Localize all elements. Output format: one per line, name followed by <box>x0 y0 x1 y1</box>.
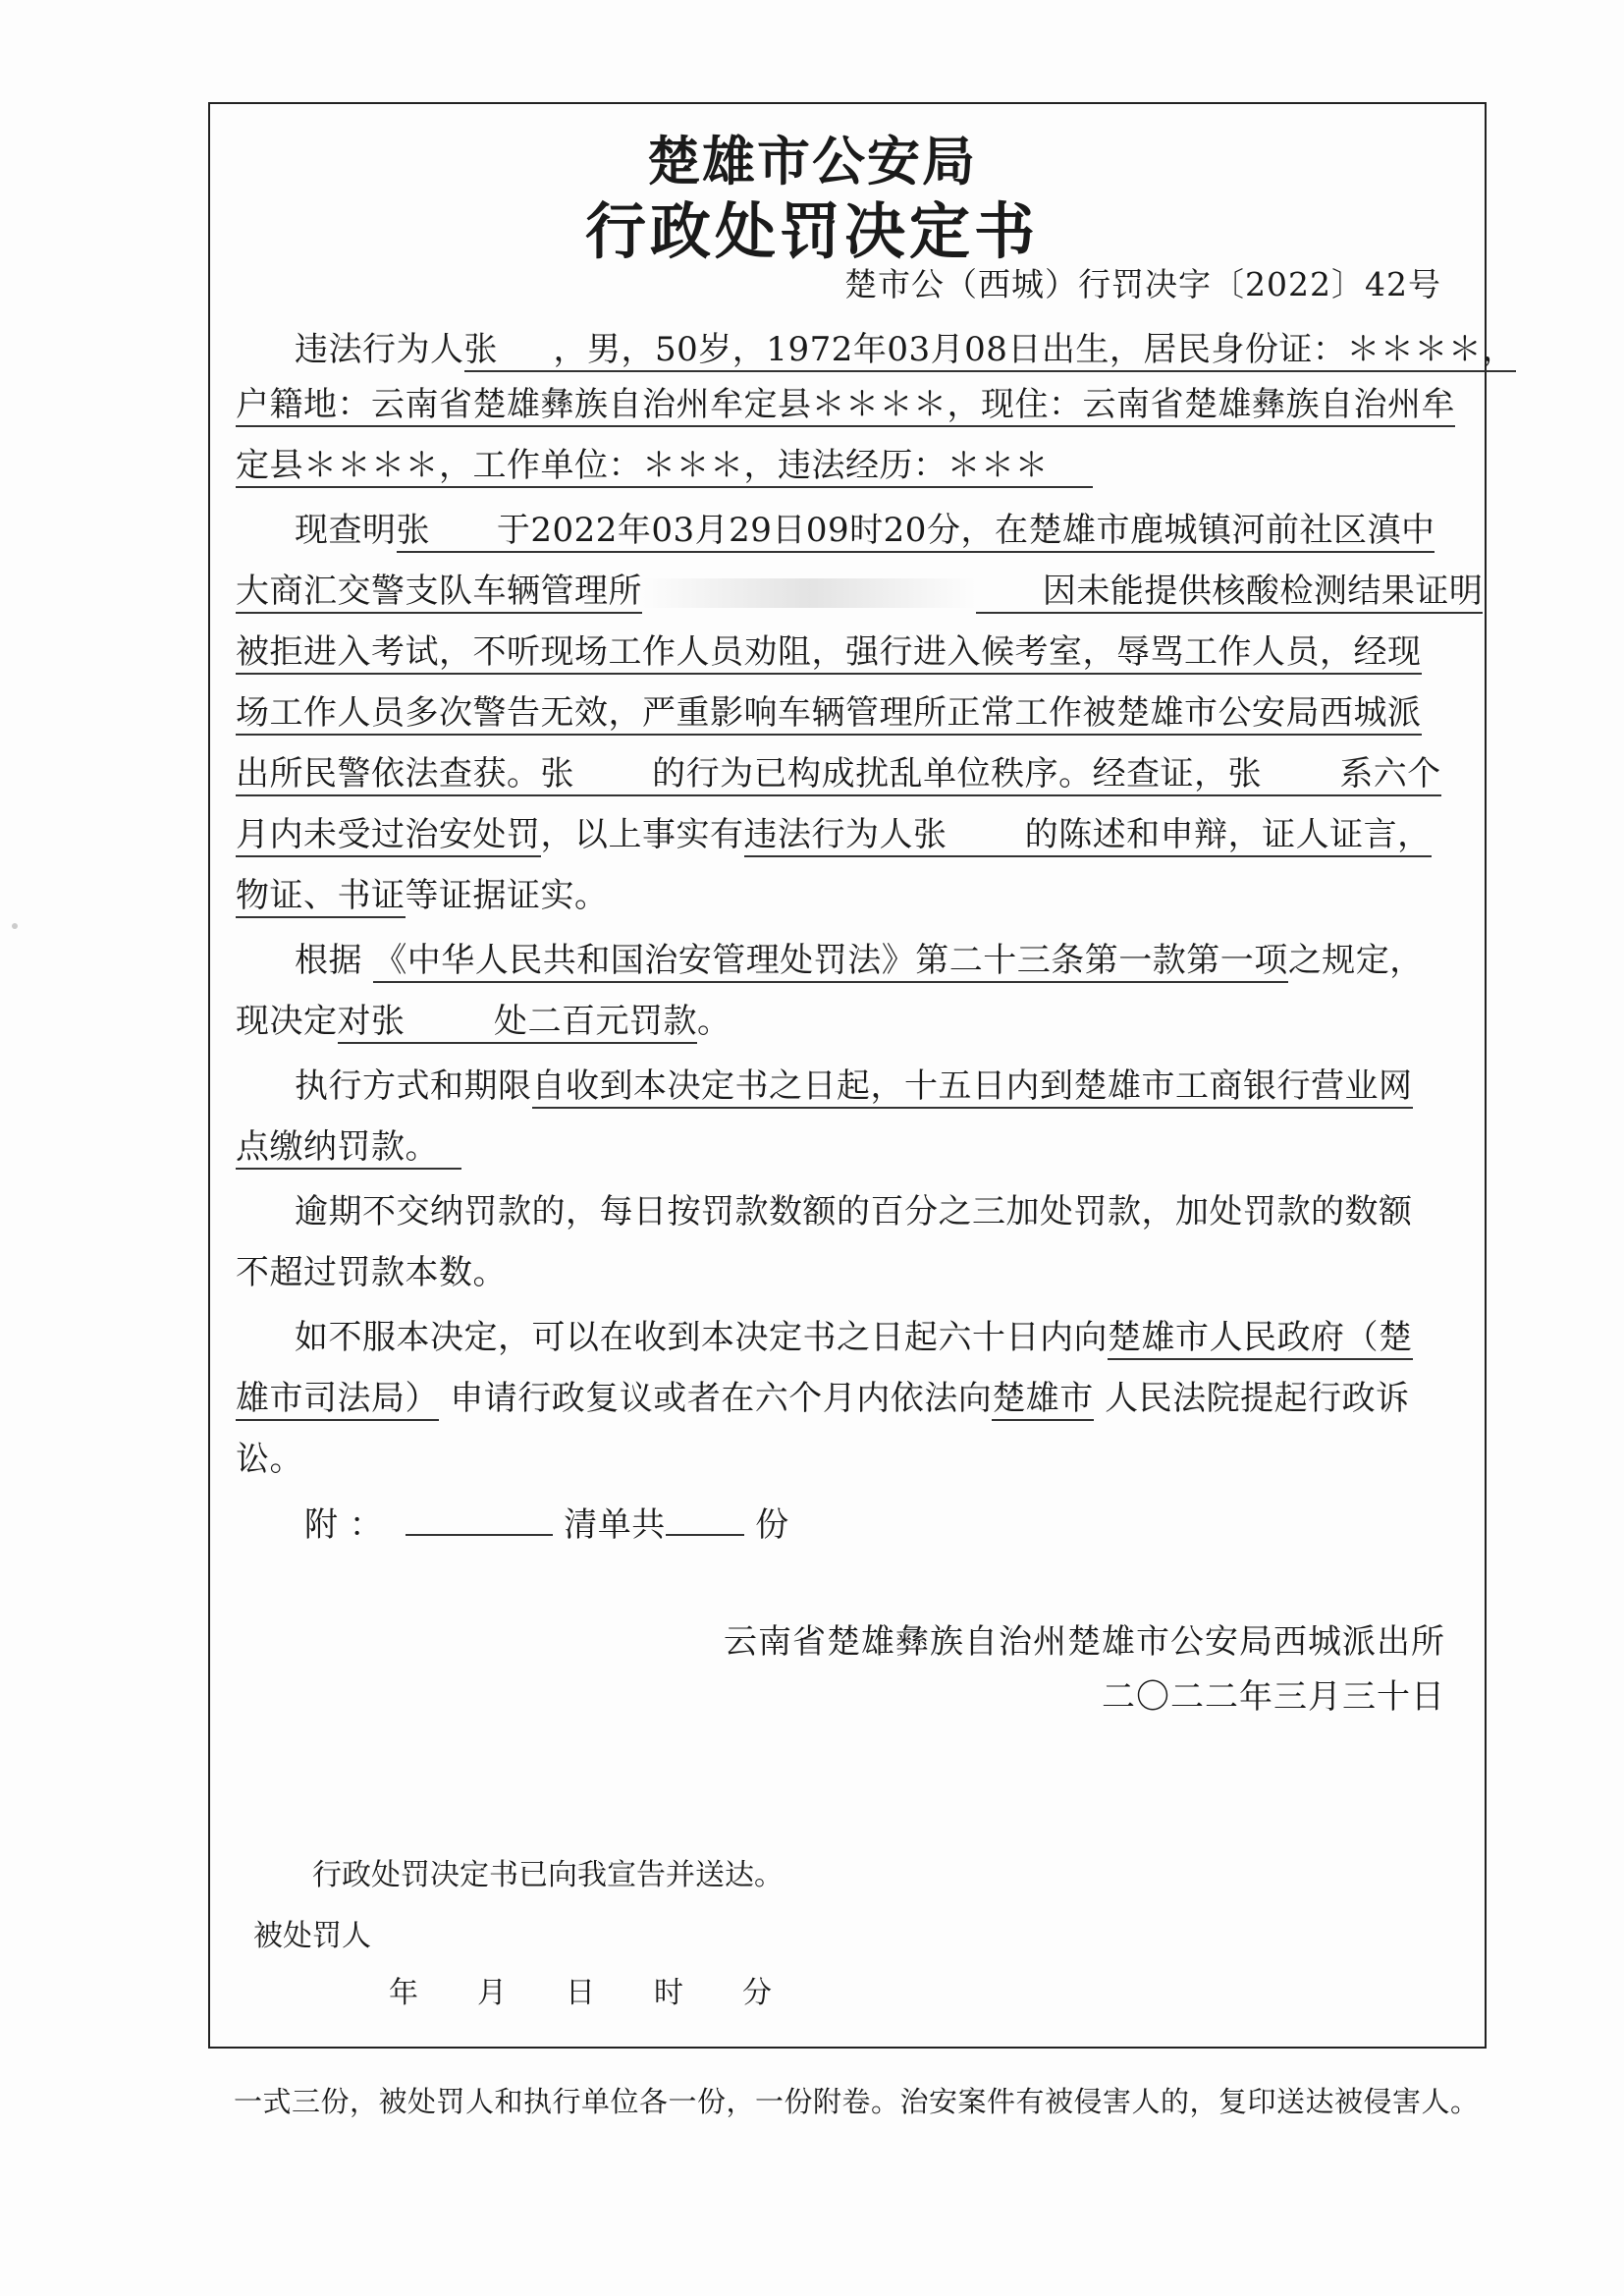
count-blank <box>666 1504 744 1536</box>
appeal-line-2: 雄市司法局） 申请行政复议或者在六个月内依法向楚雄市 人民法院提起行政诉 <box>236 1379 1463 1418</box>
attachment-blank <box>406 1504 553 1536</box>
redacted-area <box>642 578 976 608</box>
execution-line-2: 点缴纳罚款。 <box>236 1127 1463 1167</box>
penalty-decision: 对张 处二百元罚款 <box>338 1002 697 1044</box>
facts-line-4: 场工作人员多次警告无效，严重影响车辆管理所正常工作被楚雄市公安局西城派 <box>236 693 1463 733</box>
document-title: 行政处罚决定书 <box>584 195 1039 267</box>
basis-line-2: 现决定对张 处二百元罚款。 <box>236 1002 1463 1041</box>
basis-line-1: 根据 《中华人民共和国治安管理处罚法》第二十三条第一款第一项之规定， <box>295 941 1463 980</box>
appeal-line-1: 如不服本决定，可以在收到本决定书之日起六十日内向楚雄市人民政府（楚 <box>295 1318 1463 1357</box>
person-line-2: 户籍地：云南省楚雄彝族自治州牟定县＊＊＊＊，现住：云南省楚雄彝族自治州牟 <box>236 385 1463 424</box>
issue-date: 二〇二二年三月三十日 <box>1102 1677 1445 1717</box>
person-line-3: 定县＊＊＊＊，工作单位：＊＊＊，违法经历：＊＊＊ <box>236 446 1463 485</box>
attachment-line: 附 ： 清单共 份 <box>304 1505 789 1545</box>
legal-basis: 《中华人民共和国治安管理处罚法》第二十三条第一款第一项 <box>373 941 1288 983</box>
facts-line-1: 现查明张 于2022年03月29日09时20分，在楚雄市鹿城镇河前社区滇中 <box>295 511 1463 550</box>
agency-title: 楚雄市公安局 <box>647 130 977 192</box>
document-number: 楚市公（西城）行罚决字〔2022〕42号 <box>844 265 1441 303</box>
facts-line-7: 物证、书证等证据证实。 <box>236 876 1463 915</box>
footnote: 一式三份，被处罚人和执行单位各一份，一份附卷。治安案件有被侵害人的，复印送达被侵害人。 <box>234 2085 1480 2118</box>
issuing-authority: 云南省楚雄彝族自治州楚雄市公安局西城派出所 <box>724 1622 1445 1662</box>
receipt-datetime: 年 月 日 时 分 <box>389 1976 772 2010</box>
overdue-line-2: 不超过罚款本数。 <box>236 1253 507 1292</box>
execution-line-1: 执行方式和期限自收到本决定书之日起，十五日内到楚雄市工商银行营业网 <box>295 1066 1463 1106</box>
facts-line-5: 出所民警依法查获。张 的行为已构成扰乱单位秩序。经查证，张 系六个 <box>236 754 1463 793</box>
person-name: 张 <box>464 330 554 372</box>
receipt-statement: 行政处罚决定书已向我宣告并送达。 <box>312 1858 784 1892</box>
person-line-1: 违法行为人张 ，男，50岁，1972年03月08日出生，居民身份证：＊＊＊＊， <box>295 330 1463 369</box>
facts-name: 张 <box>397 511 497 553</box>
scan-dot <box>12 923 18 929</box>
facts-line-3: 被拒进入考试，不听现场工作人员劝阻，强行进入候考室，辱骂工作人员，经现 <box>236 632 1463 672</box>
overdue-line-1: 逾期不交纳罚款的，每日按罚款数额的百分之三加处罚款，加处罚款的数额 <box>295 1192 1413 1231</box>
facts-line-2: 大商汇交警支队车辆管理所 因未能提供核酸检测结果证明 <box>236 572 1463 611</box>
recipient-label: 被处罚人 <box>253 1919 371 1953</box>
facts-line-6: 月内未受过治安处罚，以上事实有违法行为人张 的陈述和申辩，证人证言， <box>236 815 1463 854</box>
appeal-line-3: 讼。 <box>236 1440 303 1479</box>
